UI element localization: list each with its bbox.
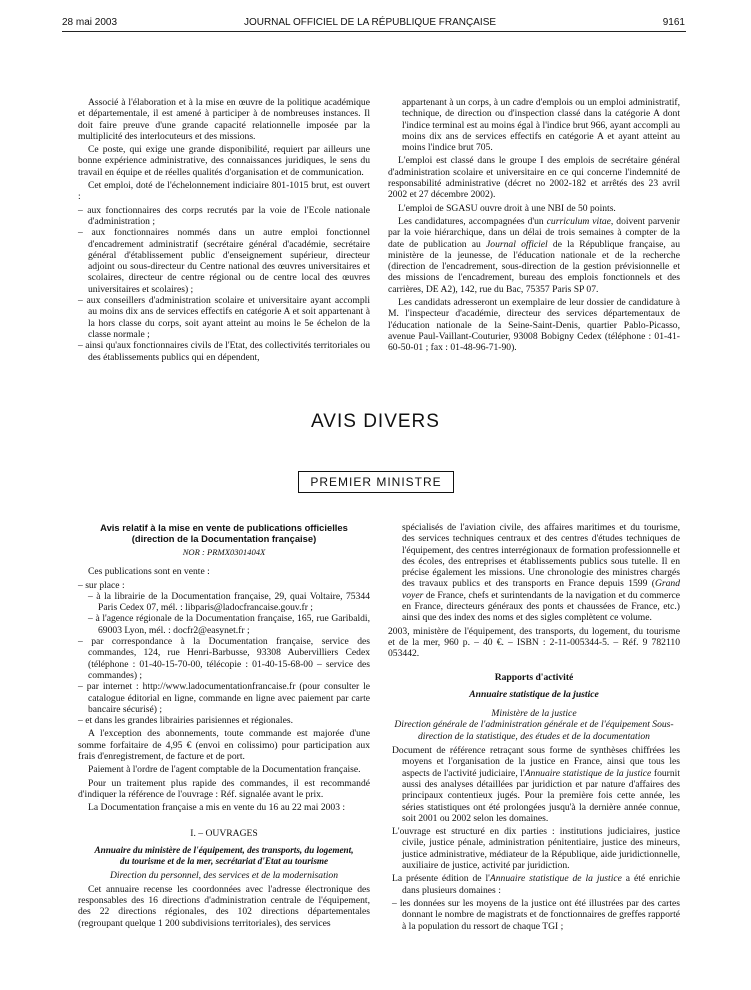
paragraph: Cet emploi, doté de l'échelonnement indiciaire 801-1015 brut, est ouvert :: [78, 180, 370, 203]
bottom-right-column: [388, 522, 680, 934]
rapports-heading: Rapports d'activité: [494, 671, 574, 683]
paragraph: La présente édition de l'Annuaire statistique de la justice a été enrichie dans plusieurs domaines :: [392, 873, 680, 896]
paragraph: – les données sur les moyens de la justice ont été illustrées par des cartes donnant le nombre de magistrats et de fonctionnaires de greffes rapporté à la population du ressort de chaque TGI ;: [392, 897, 680, 932]
ministere-heading: Ministère de la justice: [491, 708, 577, 720]
list-item: – aux fonctionnaires des corps recrutés par la voie de l'Ecole nationale d'administration ;: [78, 204, 370, 227]
nor-reference: NOR : PRMX0301404X: [182, 547, 266, 557]
list-item: – sur place :: [78, 579, 125, 591]
paragraph: Les candidats adresseront un exemplaire de leur dossier de candidature à M. l'inspecteur d'académie, directeur des services départementaux de l'éducation nationale de la Seine-Saint-Denis, quartier Pablo-Picasso, avenue Paul-Vaillant-Couturier, 93008 Bobigny Cedex (téléphone : 01-41-60-50-01 ; fax : 01-48-96-71-90).: [388, 297, 680, 354]
header-date: 28 mai 2003: [62, 17, 118, 28]
paragraph: La Documentation française a mis en vente du 16 au 22 mai 2003 :: [88, 802, 346, 814]
list-item: – par correspondance à la Documentation française, service des commandes, 124, rue Henri-Barbusse, 93308 Aubervilliers Cedex (téléphone : 01-40-15-70-00, télécopie : 01-40-15-68-00 – service des commandes) ;: [78, 636, 370, 681]
header-journal-title: JOURNAL OFFICIEL DE LA RÉPUBLIQUE FRANÇAISE: [243, 17, 497, 28]
paragraph: A l'exception des abonnements, toute commande est majorée d'une somme forfaitaire de 4,95 € (envoi en colissimo) pour participation aux frais d'enregistrement, de facture et de port.: [78, 728, 370, 763]
list-item: – par internet : http://www.ladocumentationfrancaise.fr (pour consulter le catalogue éditorial en ligne, commande en ligne avec paiement par carte bancaire sécurisé) ;: [78, 681, 370, 715]
publication-reference: 2003, ministère de l'équipement, des transports, du logement, du tourisme et de la mer, 960 p. – 40 €. – ISBN : 2-11-005344-5. – Réf. 9 782110 053442.: [388, 625, 680, 660]
direction-heading: Direction du personnel, des services et de la modernisation: [110, 870, 338, 882]
bottom-left-column: [78, 522, 370, 931]
header-rule: [62, 31, 686, 32]
avis-title: Avis relatif à la mise en vente de publications officielles (direction de la Documentation française): [100, 522, 348, 544]
paragraph: Document de référence retraçant sous forme de synthèses chiffrées les moyens et l'organisation de la justice en France, ainsi que tous les aspects de l'activité judiciaire, l'Annuaire statistique de la justice fournit aussi des analyses détaillées par juridiction et par nature d'affaires des principaux contentieux jugés. Pour la première fois cette année, les séries statistiques ont été prolongées jusqu'à la dernière année connue, soit 2001 ou 2002 selon les domaines.: [392, 745, 681, 824]
paragraph: Ce poste, qui exige une grande disponibilité, requiert par ailleurs une bonne expérience administrative, des connaissances juridiques, le sens du travail en équipe et de réelles qualités d'organisation et de communication.: [78, 144, 370, 178]
top-left-column: [78, 97, 370, 365]
paragraph: appartenant à un corps, à un cadre d'emplois ou un emploi administratif, technique, de direction ou d'inspection classé dans la catégorie A dont l'indice terminal est au moins égal à l'indice brut 966, ayant accompli au moins dix ans de services effectifs en catégorie A et ayant atteint au moins l'indice brut 705.: [402, 97, 680, 154]
section-heading: I. – OUVRAGES: [190, 827, 258, 839]
list-item: – à la librairie de la Documentation française, 29, quai Voltaire, 75344 Paris Cedex 07, mél. : libparis@ladocfrancaise.gouv.fr ;: [88, 590, 370, 614]
ministry-box: PREMIER MINISTRE: [298, 471, 454, 493]
top-right-column: [388, 97, 680, 356]
eligibility-list: [78, 205, 370, 363]
paragraph: Paiement à l'ordre de l'agent comptable de la Documentation française.: [88, 764, 361, 776]
paragraph: L'ouvrage est structuré en dix parties : institutions judiciaires, justice civile, justice pénale, administration pénitentiaire, justice des mineurs, justice administrative, médiateur de la République, aide juridictionnelle, auxiliaire de justice, activité par juridiction.: [392, 826, 680, 872]
sales-points-list: [78, 580, 370, 727]
paragraph: Ces publications sont en vente :: [88, 566, 210, 578]
list-item: – à l'agence régionale de la Documentation française, 165, rue Garibaldi, 69003 Lyon, mél. : docfr2@easynet.fr ;: [88, 613, 370, 636]
paragraph: Les candidatures, accompagnées d'un curriculum vitae, doivent parvenir par la voie hiérarchique, dans un délai de trois semaines à compter de la date de publication au Journal officiel de la République française, au ministère de la jeunesse, de l'éducation nationale et de la recherche (direction de l'encadrement, sous-direction de la gestion prévisionnelle et des missions de l'encadrement, bureau des emplois fonctionnels et des carrières, DE A2), 142, rue du Bac, 75357 Paris SP 07.: [388, 215, 680, 295]
paragraph: L'emploi de SGASU ouvre droit à une NBI de 50 points.: [398, 202, 616, 214]
header-page-number: 9161: [662, 17, 685, 28]
list-item: – et dans les grandes librairies parisiennes et régionales.: [78, 715, 293, 727]
paragraph: L'emploi est classé dans le groupe I des emplois de secrétaire général d'administration scolaire et universitaire en ce qui concerne l'indemnité de responsabilité administrative (décret no 2002-182 et arrêtés des 23 avril 2002 et 27 décembre 2002).: [388, 155, 680, 201]
list-item: – aux fonctionnaires nommés dans un autre emploi fonctionnel d'encadrement administratif (secrétaire général d'académie, secrétaire général d'établissement public d'enseignement supérieur, directeur adjoint ou sous-directeur du Centre national des œuvres universitaires et scolaires, directeur de centre régional ou de centre local des œuvres universitaires et scolaires) ;: [78, 227, 370, 295]
list-item: – aux conseillers d'administration scolaire et universitaire ayant accompli au moins dix ans de services effectifs en catégorie A et soit appartenant à la hors classe du corps, soit ayant atteint au moins le 5e échelon de la classe normale ;: [78, 295, 370, 340]
annuaire-statistique-heading: Annuaire statistique de la justice: [469, 688, 599, 700]
direction-heading: Direction générale de l'administration générale et de l'équipement Sous-direction de la statistique, des études et de la documentation: [394, 719, 674, 742]
annuaire-title: Annuaire du ministère de l'équipement, des transports, du logement, du tourisme et de la mer, secrétariat d'Etat au tourisme: [94, 844, 354, 866]
list-item: – ainsi qu'aux fonctionnaires civils de l'Etat, des collectivités territoriales ou des établissements publics qui en dépendent,: [78, 340, 370, 363]
section-title: AVIS DIVERS: [311, 411, 440, 432]
paragraph: Associé à l'élaboration et à la mise en œuvre de la politique académique et départementale, il est amené à participer à de nombreuses instances. Il doit faire preuve d'une grande capacité relationnelle imposée par la multiplicité des interlocuteurs et des missions.: [78, 97, 370, 142]
paragraph: Cet annuaire recense les coordonnées avec l'adresse électronique des responsables des 16 directions d'administration centrale de l'équipement, des 22 directions régionales, des 102 directions départementales (regroupant quelque 1 200 subdivisions territoriales), des services: [78, 883, 370, 929]
paragraph: Pour un traitement plus rapide des commandes, il est recommandé d'indiquer la référence de l'ouvrage : Réf. signalée avant le prix.: [78, 777, 370, 800]
paragraph: spécialisés de l'aviation civile, des affaires maritimes et du tourisme, des services techniques centraux et des centres d'études techniques de l'équipement, des centres interrégionaux de formation professionnelle et des écoles, des entreprises et établissements publics sous tutelle. Il en précise également les missions. Une chronologie des ministres chargés des travaux publics et des transports en France depuis 1599 (Grand voyer de France, chefs et surintendants de la navigation et du commerce en France, directeurs généraux des ponts et chaussées de France, etc.) ainsi que des index des noms et des sigles complètent ce volume.: [402, 522, 680, 624]
